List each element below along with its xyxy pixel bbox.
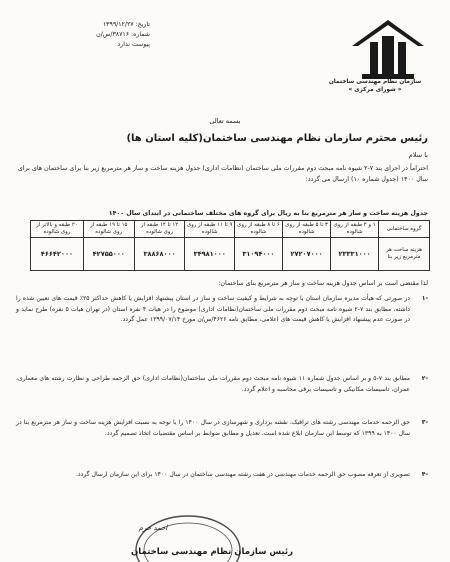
list-item — [16, 294, 428, 326]
table-cell: ۳۴۹۸۱۰۰۰ — [185, 238, 234, 271]
table-cell: ۳۸۸۶۸۰۰۰ — [134, 238, 185, 271]
item-number: -۴ — [421, 471, 428, 478]
table-cell: ۳۱۰۹۴۰۰۰ — [234, 238, 282, 271]
item-text: تصویری از تعرفه مصوب حق الزحمه خدمات مهندسی در هفت رشته مهندسی ساختمان در سال ۱۴۰۰ برای این سازمان ارسال گردد. — [75, 471, 410, 478]
recipient-heading: رئیس محترم سازمان نظام مهندسی ساختمان(کلیه استان ها) — [126, 133, 428, 144]
date-line: تاریخ: ۱۳۹۹/۱۲/۲۷ — [102, 21, 150, 28]
cost-table — [30, 220, 430, 271]
item-text: حق الزحمه خدمات مهندسی رشته های ترافیک، نقشه برداری و شهرسازی در سال ۱۴۰۰ را با توجه به نسبت افزایش هزینه ساخت و ساز هر مترمربع بنا در سال ۱۴۰۰ به ۱۳۹۹ که توسط این سازمان ابلاغ شده است، تعدیل و مطابق ضوابط بر اساس مقتضیات اتخاذ تصمیم گردد. — [16, 419, 410, 437]
item-number: -۱ — [421, 295, 428, 302]
organization-name: سازمان نظام مهندسی ساختمان « شورای مرکزی » — [328, 79, 422, 93]
table-header-row — [31, 221, 430, 238]
list-item — [16, 470, 428, 481]
table-header-cell: ۱۵ تا ۱۹ طبقه از روی شالوده — [83, 221, 134, 238]
table-header-cell: ۳ تا ۵ طبقه از روی شالوده — [283, 221, 331, 238]
table-title: جدول هزینه ساخت و ساز هر مترمربع بنا به ریال برای گروه های مختلف ساختمانی در ابتدای سال ۱۴۰۰ — [108, 210, 428, 217]
basmala: بسمه تعالی — [209, 117, 241, 125]
organization-logo-icon — [348, 16, 428, 86]
greeting: با سلام — [408, 151, 428, 159]
attachment-line: پیوست ندارد — [117, 41, 150, 48]
table-header-cell: ۱ و ۲ طبقه از روی شالوده — [331, 221, 379, 238]
letter-meta — [40, 20, 150, 50]
table-row — [31, 238, 430, 271]
list-item — [16, 374, 428, 395]
table-header-cell: ۶ تا ۸ طبقه از روی شالوده — [234, 221, 282, 238]
table-cell: ۴۲۷۵۵۰۰۰ — [83, 238, 134, 271]
table-header-cell: گروه ساختمانی — [379, 221, 430, 238]
item-text: در صورتی که هیأت مدیره سازمان استان با توجه به شرایط و کیفیت ساخت و ساز در استان پیشنهاد افزایش یا کاهش حداکثر ۲۵٪ قیمت های تعیین شده را داشته، مطابق بند ۷-۲ شیوه نامه مبحث دوم مقررات ملی ساختمان(نظامات اداری) موضوع را در هیات ۴ نفره استان (در تهران هیات ۵ نفره) طرح نماید و در صورت عدم پیشنهاد افزایش یا کاهش قیمت های اعلامی، مطابق نامه ۴۶۲۶/س/ن مورخ ۱۳۹۹/۰۷/۱۴ عمل گردد. — [16, 295, 411, 323]
item-text: مطابق بند ۷-۵ و بر اساس جدول شماره ۱۱ شیوه نامه مبحث دوم مقررات ملی ساختمان(نظامات اداری) حق الزحمه طراحی و نظارت رشته های معماری، عمران، تاسیسات مکانیکی و تاسیسات برقی محاسبه و اعلام گردد. — [16, 375, 410, 393]
intro-paragraph: احتراماً در اجرای بند ۷-۲ شیوه نامه مبحث دوم مقررات ملی ساختمان (نظامات اداری) جدول هزینه ساخت و ساز هر مترمربع زیر بنا برای ساختمان های برای سال ۱۴۰۰ (جدول شماره ۱۰) ارسال می گردد: — [18, 165, 428, 183]
signature-name: احمد خرم — [138, 524, 168, 532]
table-header-cell: ۱۲ تا ۱۴ طبقه از روی شالوده — [134, 221, 185, 238]
table-header-cell: ۹ تا ۱۱ طبقه از روی شالوده — [185, 221, 234, 238]
number-line: شماره: ۳۸۷۱۶/س/ن — [96, 31, 150, 38]
table-header-cell: ۲۰ طبقه و بالاتر از روی شالوده — [31, 221, 84, 238]
table-cell: ۲۳۳۳۱۰۰۰ — [331, 238, 379, 271]
item-number: -۳ — [421, 419, 428, 426]
signatory-title: رئیس سازمان نظام مهندسی ساختمان — [131, 547, 293, 557]
table-cell: ۴۶۶۴۲۰۰۰ — [31, 238, 84, 271]
list-item — [16, 418, 428, 439]
table-row-label: هزینه ساخت هر مترمربع زیر بنا — [379, 238, 430, 271]
item-number: -۲ — [421, 375, 428, 382]
post-table-text: لذا مقتضی است بر اساس جدول هزینه ساخت و ساز هر مترمربع بنای ساختمان: — [218, 280, 428, 287]
table-cell: ۲۷۲۰۷۰۰۰ — [283, 238, 331, 271]
